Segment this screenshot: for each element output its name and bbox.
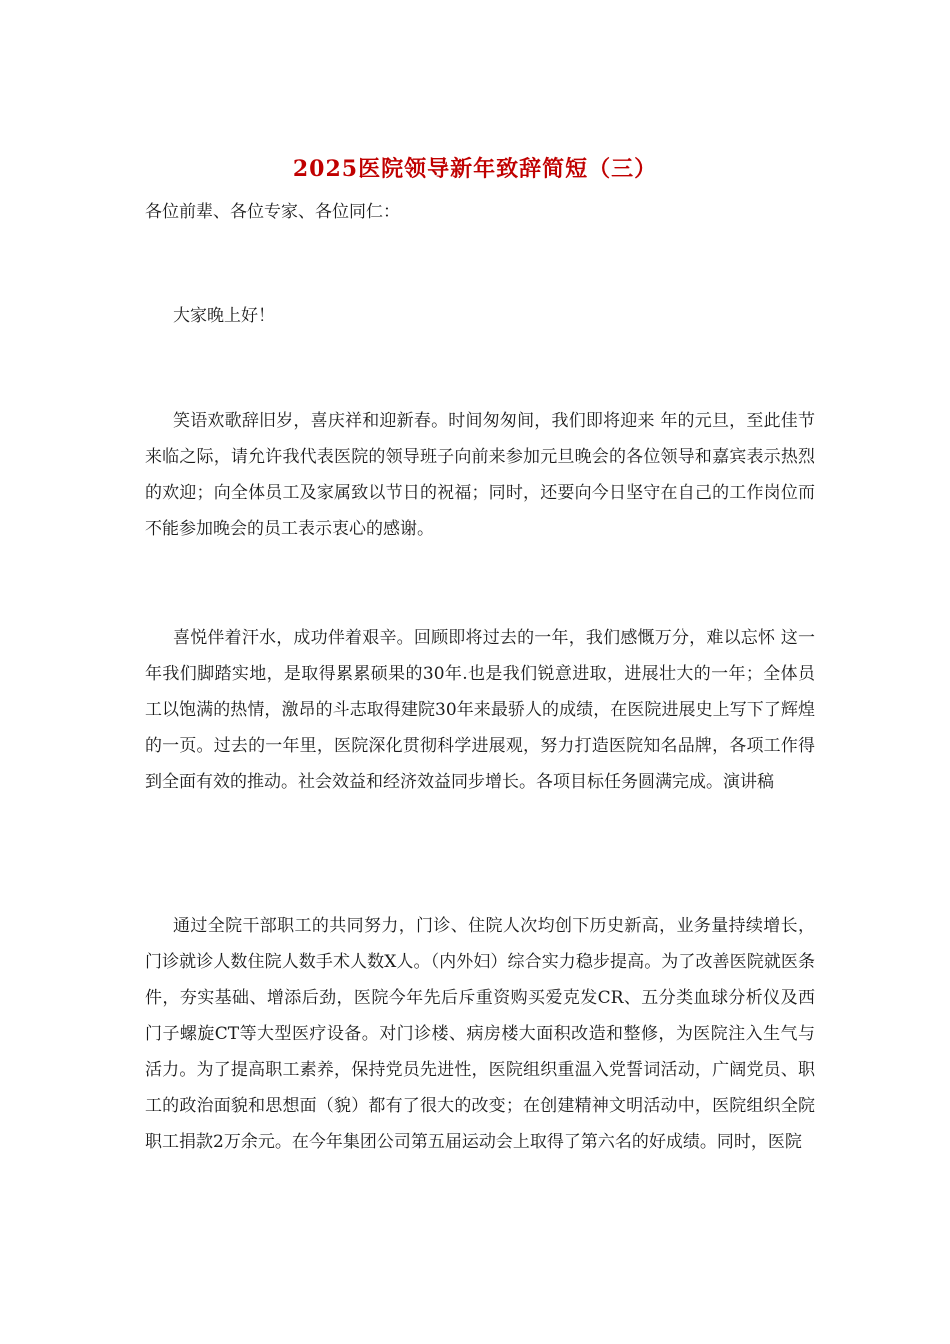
- paragraph: 笑语欢歌辞旧岁，喜庆祥和迎新春。时间匆匆间，我们即将迎来 年的元旦，至此佳节来临之际，请允许我代表医院的领导班子向前来参加元旦晚会的各位领导和嘉宾表示热烈的欢迎；向全体员工及家属致以节日的祝福；同时，还要向今日坚守在自己的工作岗位而不能参加晚会的员工表示衷心的感谢。: [145, 411, 815, 539]
- document-title: 2025医院领导新年致辞简短（三）: [292, 156, 658, 182]
- salutation: 各位前辈、各位专家、各位同仁：: [145, 202, 400, 222]
- paragraph-greeting: 大家晚上好！: [173, 306, 275, 326]
- paragraph: 喜悦伴着汗水，成功伴着艰辛。回顾即将过去的一年，我们感慨万分，难以忘怀 这一年我们脚踏实地，是取得累累硕果的30年.也是我们锐意进取，进展壮大的一年；全体员工以饱满的热情，激昂的斗志取得建院30年来最骄人的成绩，在医院进展史上写下了辉煌的一页。过去的一年里，医院深化贯彻科学进展观，努力打造医院知名品牌，各项工作得到全面有效的推动。社会效益和经济效益同步增长。各项目标任务圆满完成。演讲稿: [145, 628, 815, 792]
- paragraph: 通过全院干部职工的共同努力，门诊、住院人次均创下历史新高，业务量持续增长，门诊就诊人数住院人数手术人数X人。（内外妇）综合实力稳步提高。为了改善医院就医条件，夯实基础、增添后劲，医院今年先后斥重资购买爱克发CR、五分类血球分析仪及西门子螺旋CT等大型医疗设备。对门诊楼、病房楼大面积改造和整修，为医院注入生气与活力。为了提高职工素养，保持党员先进性，医院组织重温入党誓词活动，广阔党员、职工的政治面貌和思想面（貌）都有了很大的改变；在创建精神文明活动中，医院组织全院职工捐款2万余元。在今年集团公司第五届运动会上取得了第六名的好成绩。同时，医院: [145, 916, 815, 1152]
